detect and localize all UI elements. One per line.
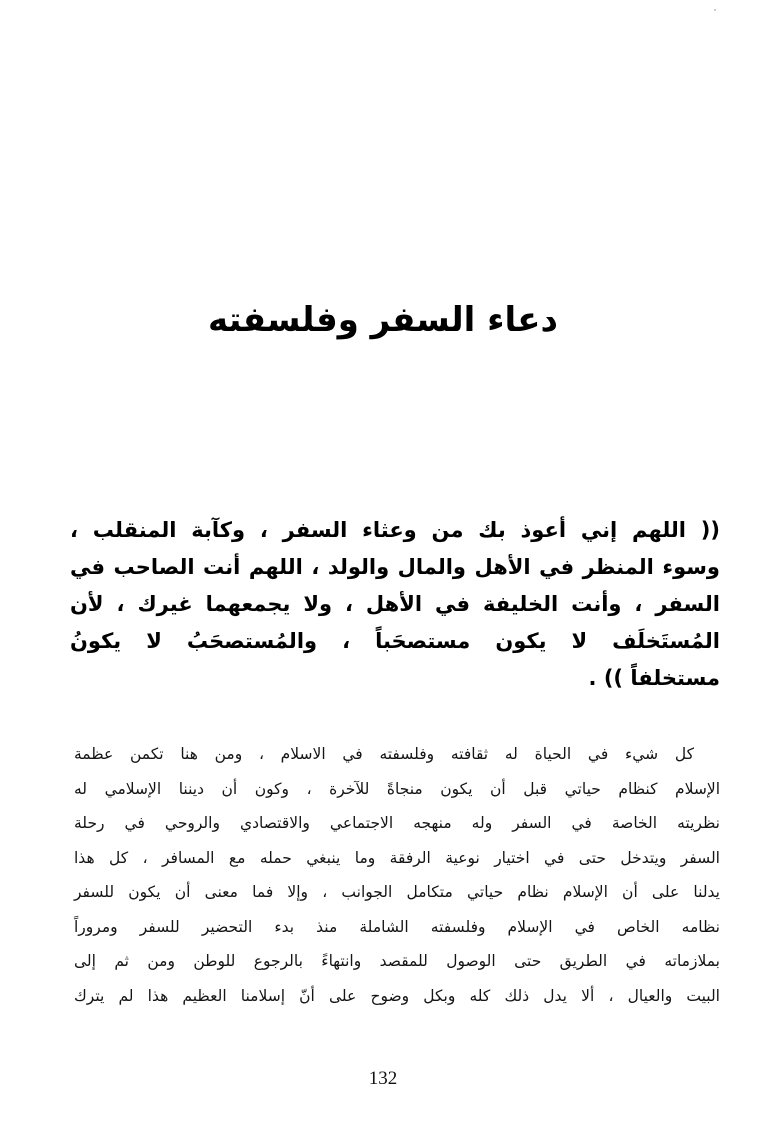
body-line: كل شيء في الحياة له ثقافته وفلسفته في الاسلام ، ومن هنا تكمن عظمة (74, 745, 694, 763)
page-number: 132 (368, 1068, 398, 1089)
scan-speck (714, 9, 716, 11)
body-paragraph (74, 737, 720, 1013)
body-line: يدلنا على أن الإسلام نظام حياتي متكامل الجوانب ، وإلا فما معنى أن يكون للسفر (74, 883, 720, 901)
supplication-quote (70, 512, 720, 697)
body-line: السفر ويتدخل حتى في اختيار نوعية الرفقة وما ينبغي حمله مع المسافر ، كل هذا (74, 848, 720, 867)
quote-line: (( اللهم إني أعوذ بك من وعثاء السفر ، وكآبة المنقلب ، (70, 518, 720, 542)
quote-line: السفر ، وأنت الخليفة في الأهل ، ولا يجمعهما غيرك ، لأن (70, 592, 720, 616)
quote-line: مستخلفاً )) . (588, 666, 720, 690)
chapter-title: دعاء السفر وفلسفته (208, 300, 558, 340)
body-line: بملازماته في الطريق حتى الوصول للمقصد وانتهاءً بالرجوع للوطن ومن ثم إلى (74, 952, 720, 970)
body-line: البيت والعيال ، ألا يدل ذلك كله وبكل وضوح على أنّ إسلامنا العظيم هذا لم يترك (74, 986, 720, 1005)
body-line: نظامه الخاص في الإسلام وفلسفته الشاملة منذ بدء التحضير للسفر ومروراً (74, 917, 720, 936)
body-line: نظريته الخاصة في السفر وله منهجه الاجتماعي والاقتصادي والروحي في رحلة (74, 814, 720, 832)
quote-line: وسوء المنظر في الأهل والمال والولد ، اللهم أنت الصاحب في (70, 555, 720, 579)
quote-line: المُستَخلَف لا يكون مستصحَباً ، والمُستصحَبُ لا يكونُ (70, 629, 720, 653)
body-line: الإسلام كنظام حياتي قبل أن يكون منجاةً للآخرة ، وكون أن ديننا الإسلامي له (74, 779, 720, 798)
